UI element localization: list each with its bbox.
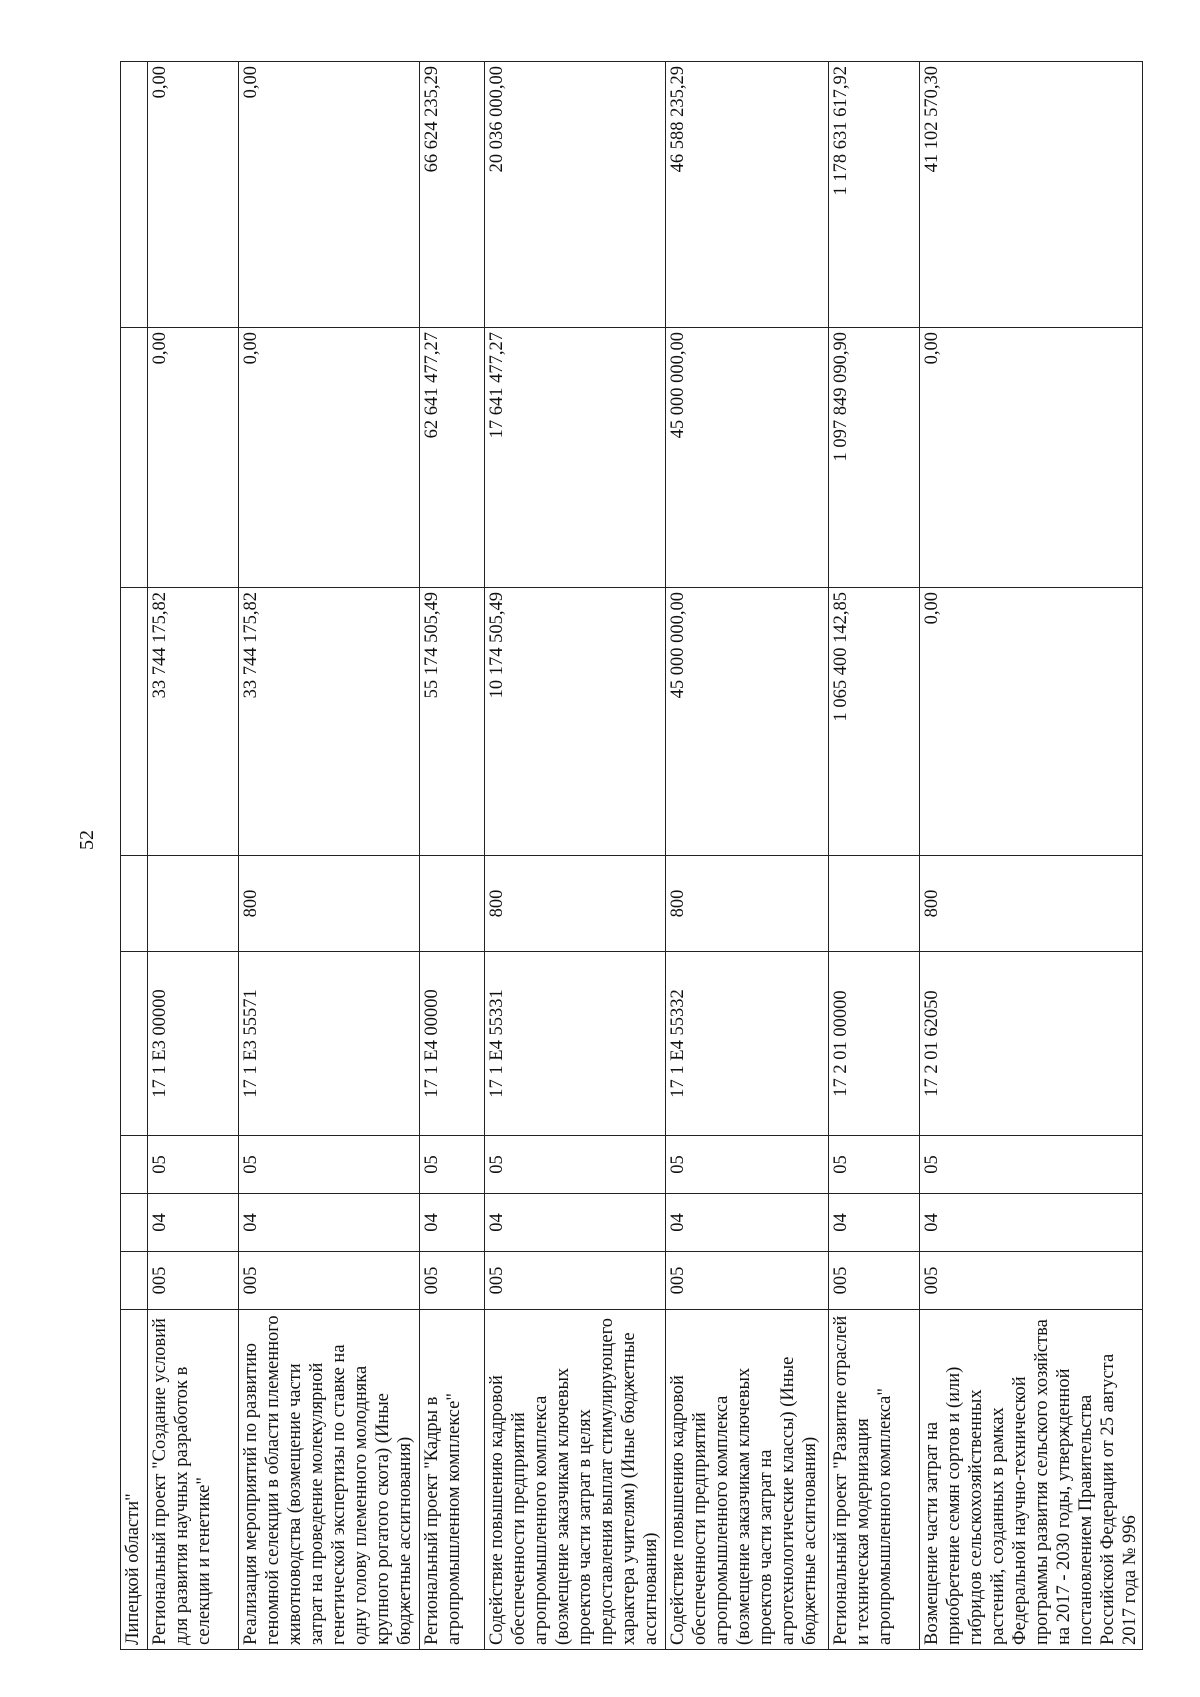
table-cell-subsection-code: 05 [239, 1136, 420, 1194]
table-cell-target-article: 17 1 Е4 55332 [666, 952, 829, 1136]
table-cell-expense-type: 800 [485, 856, 666, 952]
table-cell-amount-3: 0,00 [239, 62, 420, 328]
table-cell-amount-1: 55 174 505,49 [420, 588, 485, 856]
table-cell-subsection-code: 05 [920, 1136, 1143, 1194]
table-cell-expense-type [420, 856, 485, 952]
table-cell-target-article: 17 1 Е4 00000 [420, 952, 485, 1136]
table-cell-subsection-code: 05 [148, 1136, 239, 1194]
table-cell-amount-1: 1 065 400 142,85 [829, 588, 920, 856]
page-number: 52 [76, 830, 98, 850]
table-cell-description: Возмещение части затрат на приобретение семян сортов и (или) гибридов сельскохозяйственных растений, созданных в рамках Федеральной научно-технической программы развития сельского хозяйства на 2017 - 2030 годы, утвержденной постановлением Правительства Российской Федерации от 25 августа 2017 года № 996 [920, 1310, 1143, 1650]
table-cell-amount-2: 0,00 [148, 328, 239, 588]
table-cell-amount-1: 45 000 000,00 [666, 588, 829, 856]
table-cell-amount-2: 0,00 [239, 328, 420, 588]
table-cell-ministry-code: 005 [420, 1252, 485, 1310]
table-cell-target-article: 17 1 Е3 55571 [239, 952, 420, 1136]
table-cell-amount-2: 17 641 477,27 [485, 328, 666, 588]
table-cell-amount-2: 1 097 849 090,90 [829, 328, 920, 588]
table-cell [121, 328, 148, 588]
table-cell-amount-1: 0,00 [920, 588, 1143, 856]
table-cell-ministry-code: 005 [485, 1252, 666, 1310]
table-cell-amount-3: 46 588 235,29 [666, 62, 829, 328]
table-cell-section-code: 04 [239, 1194, 420, 1252]
table-cell-description: Региональный проект "Развитие отраслей и техническая модернизация агропромышленного комплекса" [829, 1310, 920, 1650]
rotated-page-content [120, 62, 1140, 1650]
table-cell-description: Содействие повышению кадровой обеспеченности предприятий агропромышленного комплекса (возмещение заказчикам ключевых проектов части затрат в целях предоставления выплат стимулирующего характера учителям) (Иные бюджетные ассигнования) [485, 1310, 666, 1650]
table-cell-amount-1: 33 744 175,82 [239, 588, 420, 856]
table-cell-subsection-code: 05 [666, 1136, 829, 1194]
table-cell-section-code: 04 [666, 1194, 829, 1252]
table-cell-description: Содействие повышению кадровой обеспеченности предприятий агропромышленного комплекса (возмещение заказчикам ключевых проектов части затрат на агротехнологические классы) (Иные бюджетные ассигнования) [666, 1310, 829, 1650]
table-cell-amount-1: 10 174 505,49 [485, 588, 666, 856]
table-cell-ministry-code: 005 [666, 1252, 829, 1310]
table-cell-section-code: 04 [920, 1194, 1143, 1252]
table-cell-expense-type: 800 [239, 856, 420, 952]
table-cell-description: Региональный проект "Создание условий для развития научных разработок в селекции и генетике" [148, 1310, 239, 1650]
table-cell-amount-2: 62 641 477,27 [420, 328, 485, 588]
table-cell-description: Реализация мероприятий по развитию геномной селекции в области племенного животноводства (возмещение части затрат на проведение молекулярной генетической экспертизы по ставке на одну голову племенного молодняка крупного рогатого скота) (Иные бюджетные ассигнования) [239, 1310, 420, 1650]
table-cell-amount-3: 41 102 570,30 [920, 62, 1143, 328]
table-cell-description: Липецкой области" [121, 1310, 148, 1650]
table-cell-section-code: 04 [485, 1194, 666, 1252]
table-cell-ministry-code: 005 [920, 1252, 1143, 1310]
table-cell [121, 1194, 148, 1252]
table-cell-amount-2: 45 000 000,00 [666, 328, 829, 588]
table-row [148, 62, 239, 1650]
table-cell-ministry-code: 005 [239, 1252, 420, 1310]
table-cell [121, 588, 148, 856]
table-cell-amount-3: 0,00 [148, 62, 239, 328]
table-cell-ministry-code: 005 [148, 1252, 239, 1310]
table-cell-section-code: 04 [420, 1194, 485, 1252]
table-cell-target-article: 17 2 01 00000 [829, 952, 920, 1136]
table-row [829, 62, 920, 1650]
table-cell-subsection-code: 05 [829, 1136, 920, 1194]
table-cell-subsection-code: 05 [420, 1136, 485, 1194]
table-row [121, 62, 148, 1650]
table-cell-target-article: 17 2 01 62050 [920, 952, 1143, 1136]
table-row [239, 62, 420, 1650]
table-cell-section-code: 04 [829, 1194, 920, 1252]
table-cell-expense-type: 800 [666, 856, 829, 952]
table-row [420, 62, 485, 1650]
table-cell-amount-1: 33 744 175,82 [148, 588, 239, 856]
table-cell-amount-3: 20 036 000,00 [485, 62, 666, 328]
table-cell-amount-2: 0,00 [920, 328, 1143, 588]
table-cell [121, 952, 148, 1136]
table-cell-expense-type [829, 856, 920, 952]
table-cell-target-article: 17 1 Е3 00000 [148, 952, 239, 1136]
table-row [485, 62, 666, 1650]
table-cell-amount-3: 66 624 235,29 [420, 62, 485, 328]
table-row [666, 62, 829, 1650]
budget-table [120, 61, 1143, 1650]
table-cell [121, 856, 148, 952]
table-cell-expense-type [148, 856, 239, 952]
table-cell-description: Региональный проект "Кадры в агропромышленном комплексе" [420, 1310, 485, 1650]
table-cell [121, 62, 148, 328]
table-cell-amount-3: 1 178 631 617,92 [829, 62, 920, 328]
table-cell-ministry-code: 005 [829, 1252, 920, 1310]
table-cell-expense-type: 800 [920, 856, 1143, 952]
table-row [920, 62, 1143, 1650]
table-cell [121, 1136, 148, 1194]
table-cell-section-code: 04 [148, 1194, 239, 1252]
table-cell-target-article: 17 1 Е4 55331 [485, 952, 666, 1136]
table-cell [121, 1252, 148, 1310]
table-cell-subsection-code: 05 [485, 1136, 666, 1194]
